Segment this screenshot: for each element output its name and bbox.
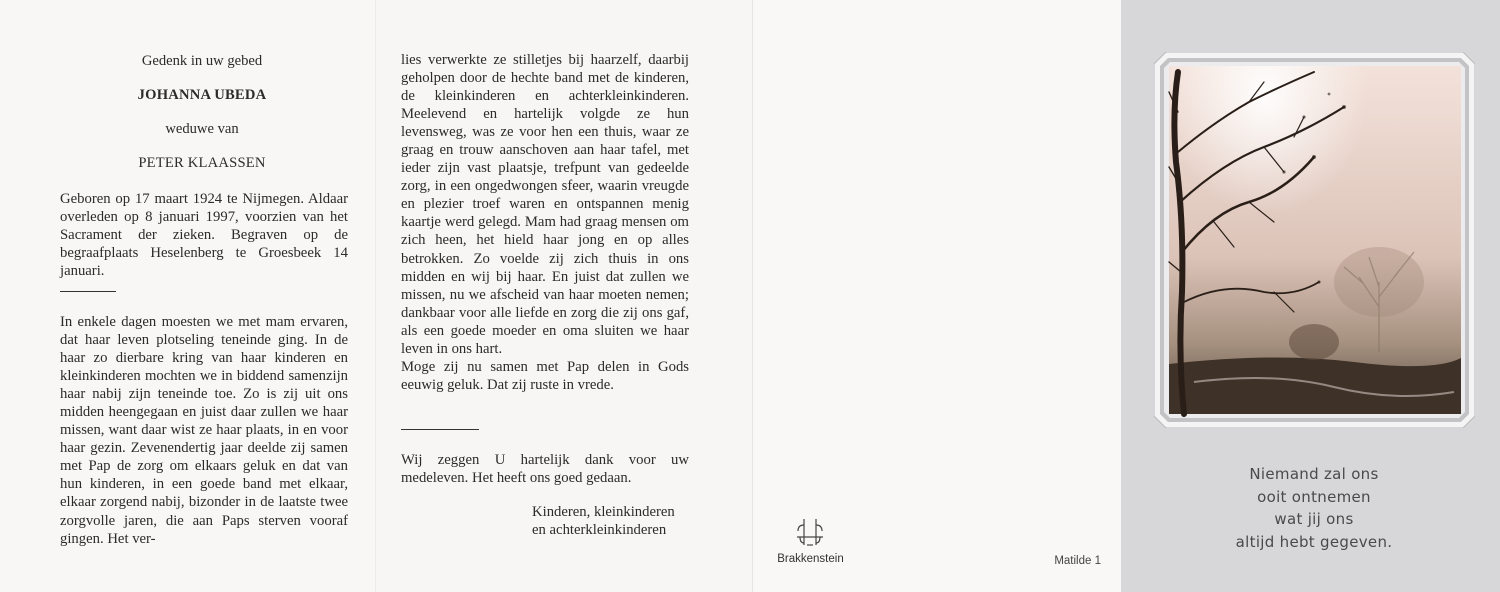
relation-text: weduwe van <box>165 121 239 137</box>
heading-text: Gedenk in uw gebed <box>141 53 263 69</box>
quote-line-2: ooit ontnemen <box>1257 487 1371 506</box>
signature-line-1: Kinderen, kleinkinderen <box>532 504 675 520</box>
thanks-paragraph: Wij zeggen U hartelijk dank voor uw medeleven. Het heeft ons goed gedaan. <box>401 452 689 487</box>
spouse-name: PETER KLAASSEN <box>138 155 266 171</box>
deceased-name: JOHANNA UBEDA <box>137 87 267 103</box>
card-panel-middle <box>375 0 752 592</box>
signature-line-2: en achterkleinkinderen <box>532 522 667 539</box>
quote-line-1: Niemand zal ons <box>1249 465 1379 483</box>
card-back-panel <box>752 0 1121 592</box>
publisher-name: Brakkenstein <box>777 553 844 565</box>
cover-panel <box>1121 0 1500 592</box>
card-panel-left <box>0 0 375 592</box>
signature <box>532 503 692 539</box>
memorial-quote <box>1201 463 1427 553</box>
misty-trees-photo <box>1154 52 1475 428</box>
biography-paragraph: Geboren op 17 maart 1924 te Nijmegen. Aldaar overleden op 8 januari 1997, voorzien van het Sacrament der zieken. Begraven op de begraafplaats Heselenberg te Groesbeek 14 januari. <box>60 191 348 280</box>
divider-line <box>401 429 479 430</box>
divider-line <box>60 291 116 292</box>
story-paragraph-part1: In enkele dagen moesten we met mam ervaren, dat haar leven plotseling teneinde ging. In de haar zo dierbare kring van haar kinderen en kleinkinderen mochten we in biddend samenzijn haar nabij zijn teneinde toe. Zo is zij uit ons midden heengegaan en juist daar zullen we haar missen, want daar wist ze haar plaats, in en voor haar gezin. Zevenendertig jaar deelde zij samen met Pap de zorg om elkaars geluk en dat van hun kinderen, in een goede band met elkaar, elkaar zorgend nabij, bizonder in de laatste twee zorgvolle jaren, die aan Paps sterven vooraf gingen. Het ver- <box>60 314 348 547</box>
quote-line-4: altijd hebt gegeven. <box>1235 532 1393 551</box>
story-paragraph-part2: lies verwerkte ze stilletjes bij haarzelf, daarbij geholpen door de hechte band met de kinderen, de kleinkinderen en achterkleinkinderen. Meelevend en hartelijk volgde ze hun levensweg, was ze voor hen een thuis, waar ze graag en trouw aanschoven aan haar tafel, met ieder zijn vast plaatsje, trefpunt van gedeelde zorg, in een ongedwongen sfeer, waarin vreugde en plezier troef waren en ontspannen menig kaartje werd gelegd. Mam had graag mensen om zich heen, het hield haar jong en op alles betrokken. Zo voelde zij zich thuis in ons midden en wij bij haar. En juist dat zullen we missen, nu we afscheid van haar moeten nemen; dankbaar voor alle liefde en zorg die zij ons gaf, als een goede moeder en oma sluiten we haar leven in ons hart. Moge zij nu samen met Pap delen in Gods eeuwig geluk. Dat zij ruste in vrede. <box>401 52 689 393</box>
brakkenstein-logo-icon <box>795 515 825 549</box>
model-name: Matilde 1 <box>1054 555 1101 567</box>
quote-line-3: wat jij ons <box>1274 510 1354 528</box>
